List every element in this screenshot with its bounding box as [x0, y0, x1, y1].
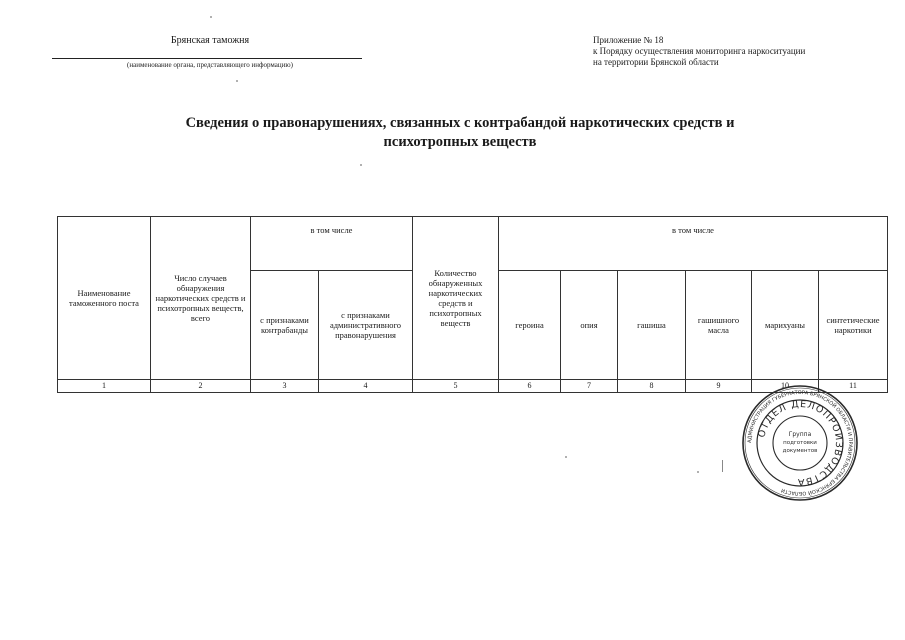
appendix-line: Приложение № 18	[593, 35, 664, 45]
title-line: психотропных веществ	[383, 134, 537, 150]
official-stamp	[740, 383, 860, 503]
stamp-department-text: ОТДЕЛ ДЕЛОПРОИЗВОДСТВА	[756, 398, 845, 488]
stamp-center-line: подготовки	[783, 440, 817, 446]
col-header-opium: опия	[561, 271, 618, 380]
column-number: 5	[413, 380, 499, 393]
violations-table	[57, 216, 888, 393]
stamp-center-line: Группа	[788, 431, 812, 438]
group-header-substance-breakdown: в том числе	[499, 217, 888, 271]
col-header-total-cases: Число случаев обнаружения наркотических средств и психотропных веществ, всего	[151, 217, 251, 380]
col-header-hashish-oil: гашишного масла	[686, 271, 752, 380]
column-number: 10	[752, 380, 819, 393]
title-line: Сведения о правонарушениях, связанных с контрабандой наркотических средств и	[185, 115, 735, 131]
scan-speck	[360, 164, 362, 166]
column-number: 11	[819, 380, 888, 393]
column-number: 8	[618, 380, 686, 393]
scan-mark	[722, 460, 723, 472]
col-header-smuggling: с признаками контрабанды	[251, 271, 319, 380]
scan-speck	[236, 80, 238, 82]
col-header-hashish: гашиша	[618, 271, 686, 380]
col-header-quantity-found: Количество обнаруженных наркотических средств и психотропных веществ	[413, 217, 499, 380]
column-number: 1	[58, 380, 151, 393]
organization-caption: (наименование органа, представляющего информацию)	[127, 61, 293, 69]
column-number: 4	[319, 380, 413, 393]
column-number: 6	[499, 380, 561, 393]
group-header-cases-breakdown: в том числе	[251, 217, 413, 271]
scan-speck	[697, 471, 699, 473]
document-title	[150, 114, 770, 152]
appendix-line: к Порядку осуществления мониторинга наркоситуации	[593, 46, 806, 56]
organization-name: Брянская таможня	[170, 35, 250, 46]
stamp-ring-text: АДМИНИСТРАЦИЯ ГУБЕРНАТОРА БРЯНСКОЙ ОБЛАСТИ И ПРАВИТЕЛЬСТВА БРЯНСКОЙ ОБЛАСТИ	[746, 389, 854, 497]
column-number: 3	[251, 380, 319, 393]
col-header-heroin: героина	[499, 271, 561, 380]
col-header-marijuana: марихуаны	[752, 271, 819, 380]
appendix-note	[593, 35, 805, 68]
scan-speck	[210, 16, 212, 18]
stamp-center-line: документов	[782, 448, 818, 454]
scan-speck	[565, 456, 567, 458]
column-number: 7	[561, 380, 618, 393]
column-number: 2	[151, 380, 251, 393]
appendix-line: на территории Брянской области	[593, 57, 719, 67]
col-header-administrative: с признаками административного правонарушения	[319, 271, 413, 380]
organization-underline	[52, 58, 362, 59]
col-header-post-name: Наименование таможенного поста	[58, 217, 151, 380]
column-number: 9	[686, 380, 752, 393]
col-header-synthetic: синтетические наркотики	[819, 271, 888, 380]
